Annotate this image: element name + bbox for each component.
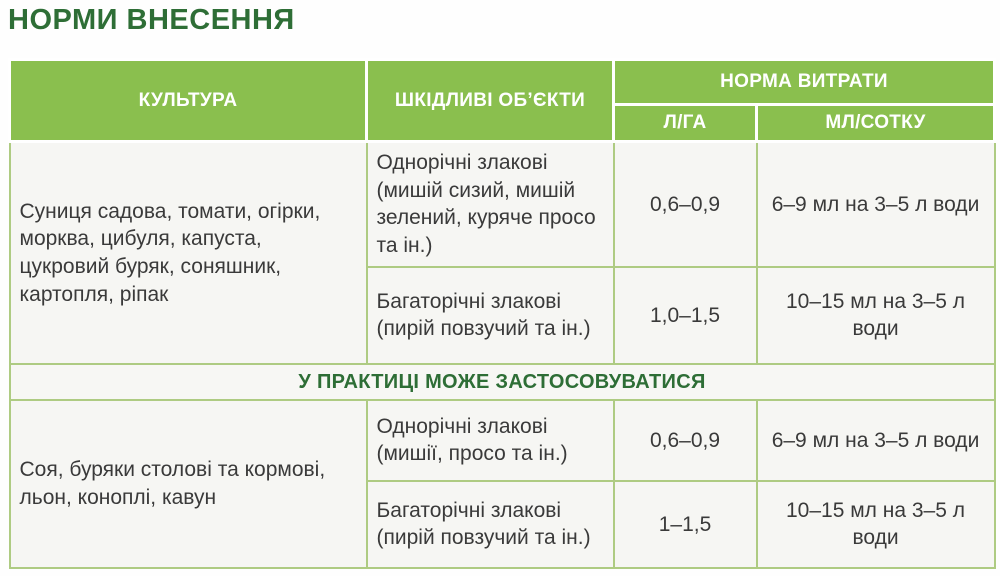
table-row: [10, 400, 995, 481]
rate-l-ha-cell: 1–1,5: [614, 481, 757, 568]
rate-ml-sotka-cell: 6–9 мл на 3–5 л води: [757, 142, 995, 267]
rate-ml-sotka-cell: 10–15 мл на 3–5 л води: [757, 267, 995, 364]
header-rate-group: НОРМА ВИТРАТИ: [614, 60, 995, 105]
header-culture: КУЛЬТУРА: [10, 60, 367, 142]
rate-l-ha-cell: 0,6–0,9: [614, 400, 757, 481]
practice-banner-row: [10, 364, 995, 400]
culture-cell: Соя, буряки столові та кормові, льон, коноплі, кавун: [10, 400, 367, 568]
rates-table: [8, 58, 996, 569]
rates-table-body: [10, 142, 995, 568]
rate-l-ha-cell: 0,6–0,9: [614, 142, 757, 267]
table-row: [10, 142, 995, 267]
header-rate-ml-sotka: МЛ/СОТКУ: [757, 105, 995, 142]
pest-cell: Багаторічні злакові (пирій повзучий та ін.): [367, 481, 614, 568]
header-pests: ШКІДЛИВІ ОБ’ЄКТИ: [367, 60, 614, 142]
rate-ml-sotka-cell: 6–9 мл на 3–5 л води: [757, 400, 995, 481]
page-title: НОРМИ ВНЕСЕННЯ: [8, 4, 295, 36]
rates-table-header: [10, 60, 995, 142]
pest-cell: Однорічні злакові (мишії, просо та ін.): [367, 400, 614, 481]
practice-banner-label: У ПРАКТИЦІ МОЖЕ ЗАСТОСОВУВАТИСЯ: [10, 364, 995, 400]
header-rate-l-ha: Л/ГА: [614, 105, 757, 142]
pest-cell: Багаторічні злакові (пирій повзучий та ін.): [367, 267, 614, 364]
pest-cell: Однорічні злакові (мишій сизий, мишій зелений, куряче просо та ін.): [367, 142, 614, 267]
rate-ml-sotka-cell: 10–15 мл на 3–5 л води: [757, 481, 995, 568]
rate-l-ha-cell: 1,0–1,5: [614, 267, 757, 364]
culture-cell: Суниця садова, томати, огірки, морква, цибуля, капуста, цукровий буряк, соняшник, картопля, ріпак: [10, 142, 367, 364]
